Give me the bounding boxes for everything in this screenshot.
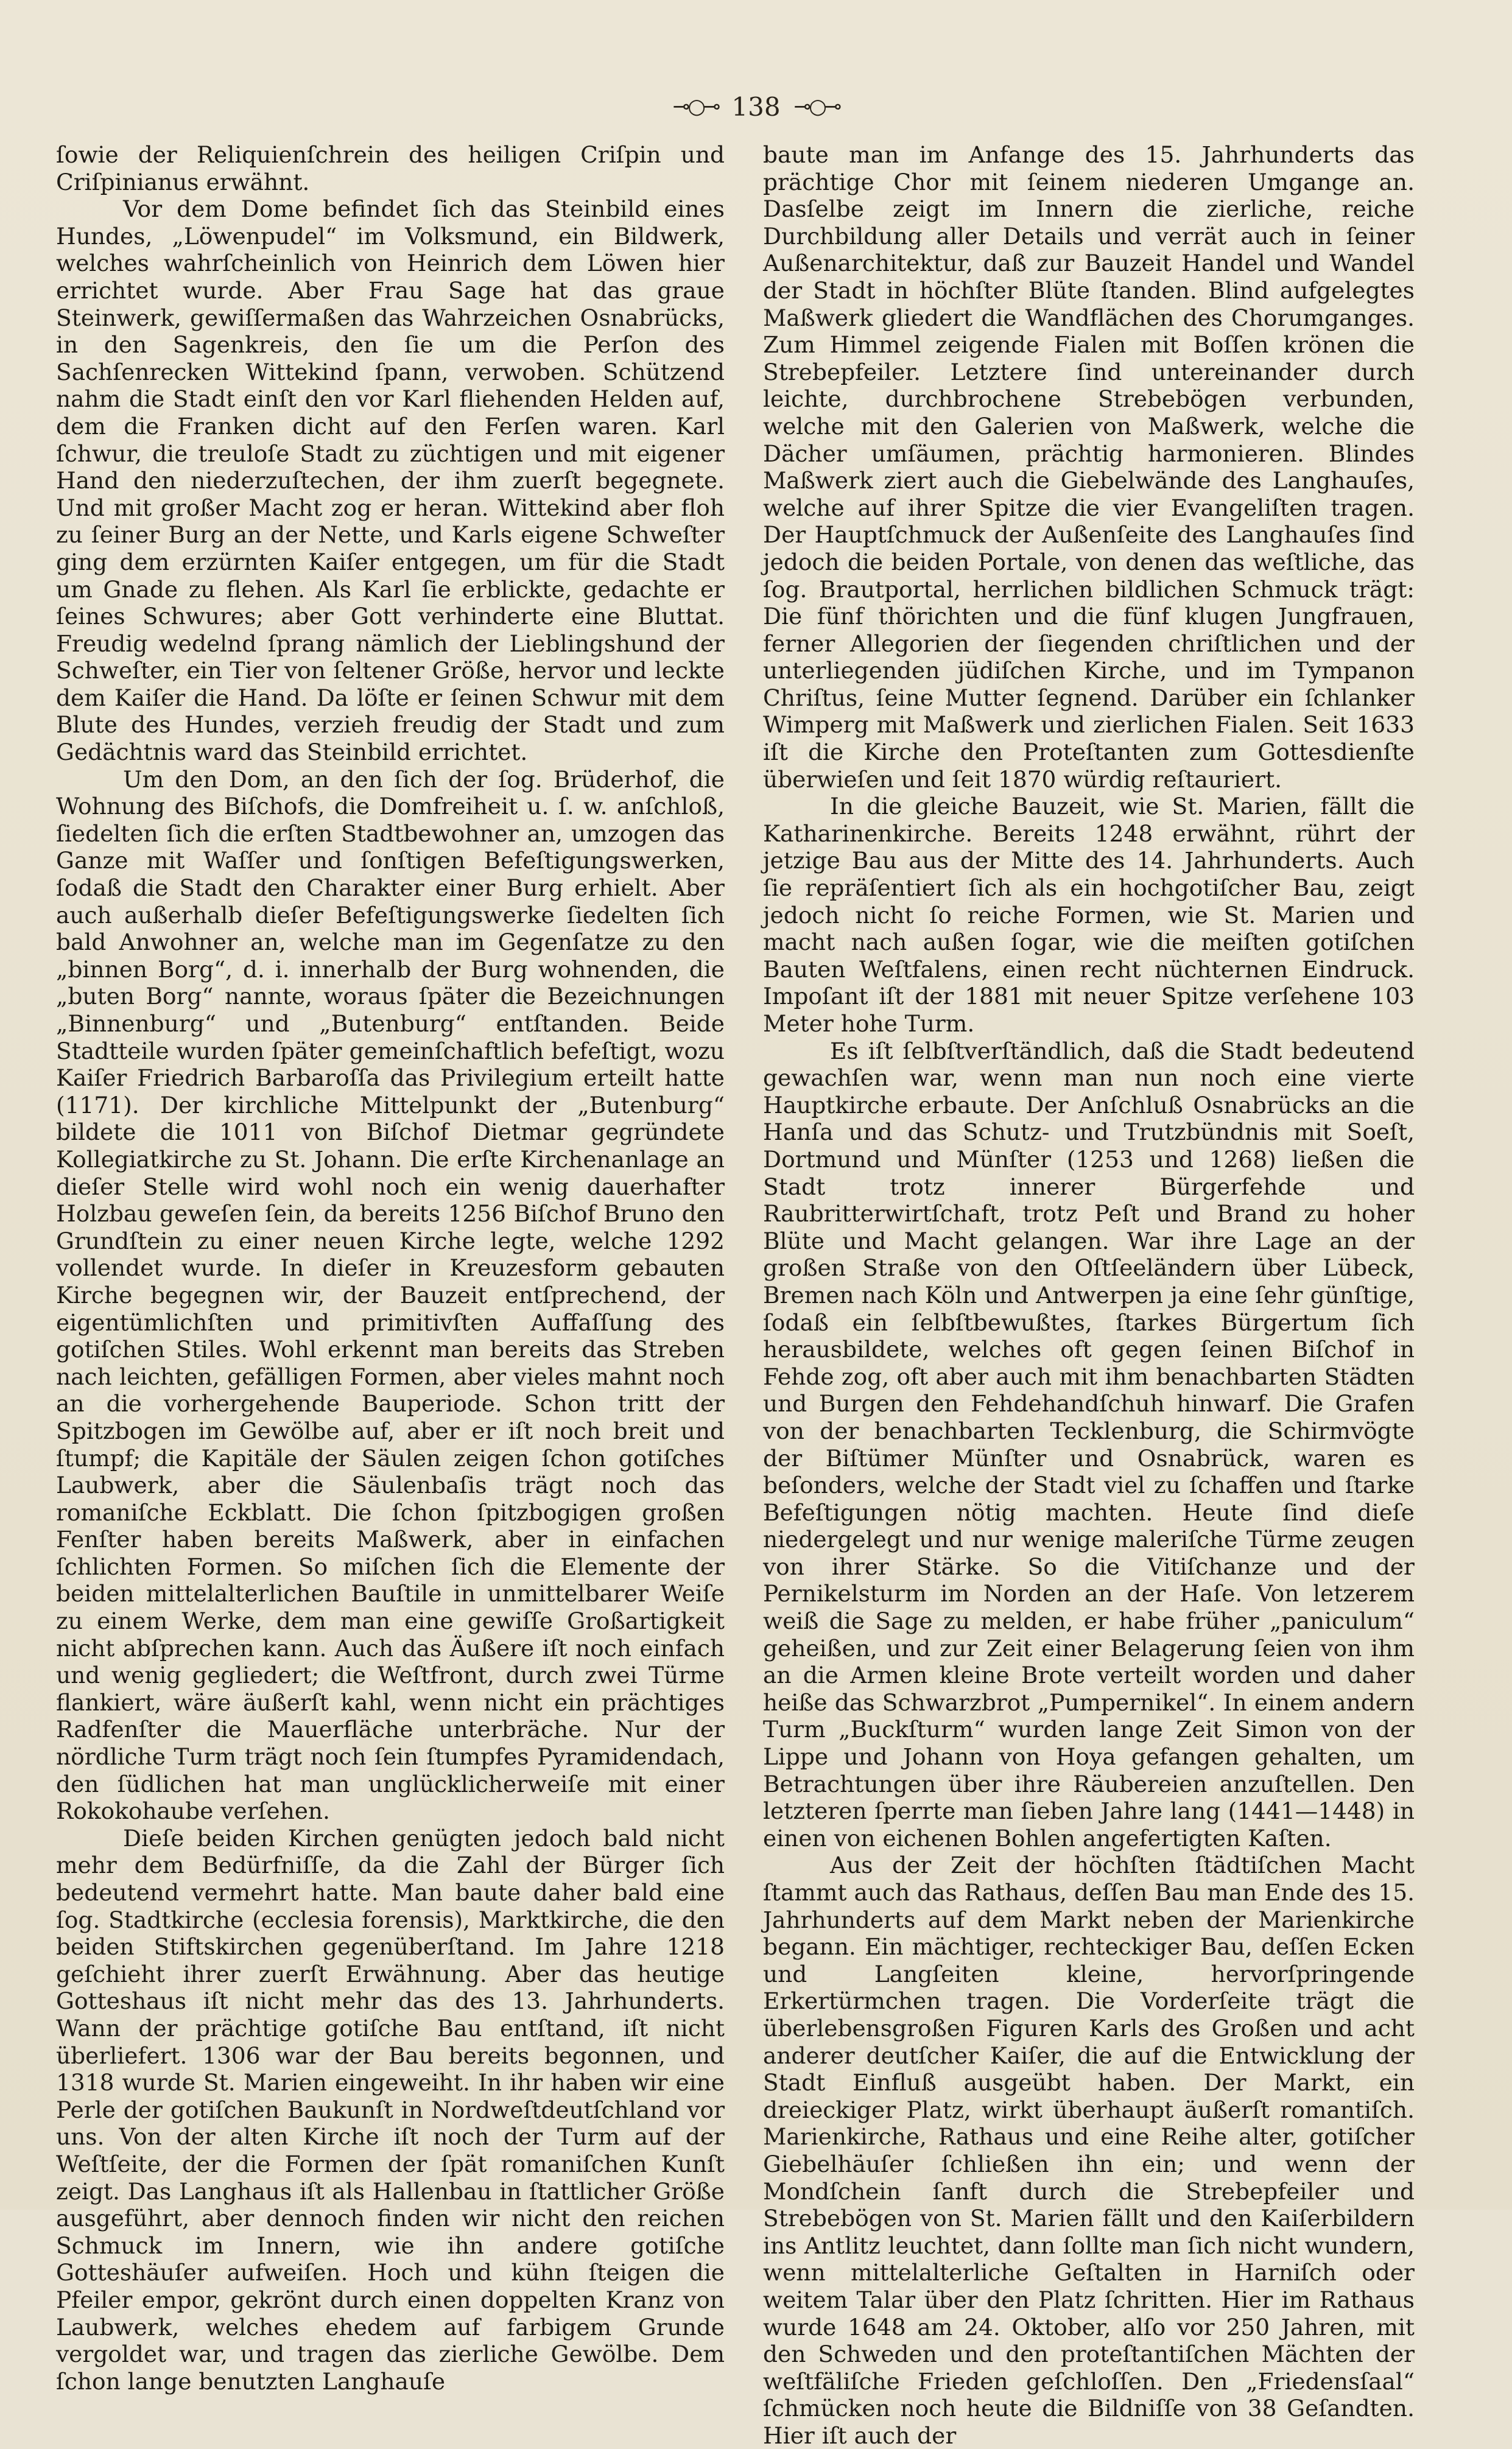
paragraph: Aus der Zeit der höchſten ſtädtiſchen Macht ſtammt auch das Rathaus, deſſen Bau man Ende des 15. Jahrhunderts auf dem Markt neben der Marienkirche begann. Ein mächtiger, rechteckiger Bau, deſſen Ecken und Langſeiten kleine, hervorſpringende Erkertürmchen tragen. Die Vorderſeite trägt die überlebensgroßen Figuren Karls des Großen und acht anderer deutſcher Kaiſer, die auf die Entwicklung der Stadt Einfluß ausgeübt haben. Der Markt, ein dreieckiger Platz, wirkt überhaupt äußerſt romantiſch. Marienkirche, Rathaus und eine Reihe alter, gotiſcher Giebelhäuſer ſchließen ihn ein; und wenn der Mondſchein ſanft durch die Strebepfeiler und Strebebögen von St. Marien fällt und den Kaiſerbildern ins Antlitz leuchtet, dann ſollte man ſich nicht wundern, wenn mittelalterliche Geſtalten in Harniſch oder weitem Talar über den Platz ſchritten. Hier im Rathaus wurde 1648 am 24. Oktober, alſo vor 250 Jahren, mit den Schweden und den proteſtantiſchen Mächten der weſtfäliſche Frieden geſchloſſen. Den „Friedensſaal“ ſchmücken noch heute die Bildniſſe von 38 Geſandten. Hier iſt auch der	[763, 1852, 1415, 2449]
paragraph: ſowie der Reliquienſchrein des heiligen Criſpin und Criſpinianus erwähnt.	[56, 141, 725, 195]
paragraph: Um den Dom, an den ſich der ſog. Brüderhof, die Wohnung des Biſchofs, die Domfreiheit u. ſ. w. anſchloß, ſiedelten ſich die erſten Stadtbewohner an, umzogen das Ganze mit Waſſer und ſonſtigen Befeſtigungswerken, ſodaß die Stadt den Charakter einer Burg erhielt. Aber auch außerhalb dieſer Befeſtigungswerke ſiedelten ſich bald Anwohner an, welche man im Gegenſatze zu den „binnen Borg“, d. i. innerhalb der Burg wohnenden, die „buten Borg“ nannte, woraus ſpäter die Bezeichnungen „Binnenburg“ und „Butenburg“ entſtanden. Beide Stadtteile wurden ſpäter gemeinſchaftlich befeſtigt, wozu Kaiſer Friedrich Barbaroſſa das Privilegium erteilt hatte (1171). Der kirchliche Mittelpunkt der „Butenburg“ bildete die 1011 von Biſchof Dietmar gegründete Kollegiatkirche zu St. Johann. Die erſte Kirchenanlage an dieſer Stelle wird wohl noch ein wenig dauerhafter Holzbau geweſen ſein, da bereits 1256 Biſchof Bruno den Grundſtein zu einer neuen Kirche legte, welche 1292 vollendet wurde. In dieſer in Kreuzesform gebauten Kirche begegnen wir, der Bauzeit entſprechend, der eigentümlichſten und primitivſten Auffaſſung des gotiſchen Stiles. Wohl erkennt man bereits das Streben nach leichten, gefälligen Formen, aber vieles mahnt noch an die vorhergehende Bauperiode. Schon tritt der Spitzbogen im Gewölbe auf, aber er iſt noch breit und ſtumpf; die Kapitäle der Säulen zeigen ſchon gotiſches Laubwerk, aber die Säulenbaſis trägt noch das romaniſche Eckblatt. Die ſchon ſpitzbogigen großen Fenſter haben bereits Maßwerk, aber in einfachen ſchlichten Formen. So miſchen ſich die Elemente der beiden mittelalterlichen Bauſtile in unmittelbarer Weiſe zu einem Werke, dem man eine gewiſſe Großartigkeit nicht abſprechen kann. Auch das Äußere iſt noch einfach und wenig gegliedert; die Weſtfront, durch zwei Türme flankiert, wäre äußerſt kahl, wenn nicht ein prächtiges Radfenſter die Mauerfläche unterbräche. Nur der nördliche Turm trägt noch ſein ſtumpfes Pyramidendach, den ſüdlichen hat man unglücklicherweiſe mit einer Rokokohaube verſehen.	[56, 765, 725, 1825]
left-ornament-icon: ⊸○⊸	[672, 94, 719, 119]
paragraph: baute man im Anfange des 15. Jahrhunderts das prächtige Chor mit ſeinem niederen Umgange an. Dasſelbe zeigt im Innern die zierliche, reiche Durchbildung aller Details und verrät auch in ſeiner Außenarchitektur, daß zur Bauzeit Handel und Wandel der Stadt in höchſter Blüte ſtanden. Blind aufgelegtes Maßwerk gliedert die Wandflächen des Chorumganges. Zum Himmel zeigende Fialen mit Boſſen krönen die Strebepfeiler. Letztere ſind untereinander durch leichte, durchbrochene Strebebögen verbunden, welche mit den Galerien von Maßwerk, welche die Dächer umſäumen, prächtig harmonieren. Blindes Maßwerk ziert auch die Giebelwände des Langhauſes, welche auf ihrer Spitze die vier Evangeliſten tragen. Der Hauptſchmuck der Außenſeite des Langhauſes ſind jedoch die beiden Portale, von denen das weſtliche, das ſog. Brautportal, herrlichen bildlichen Schmuck trägt: Die fünf thörichten und die fünf klugen Jungfrauen, ferner Allegorien der ſiegenden chriſtlichen und der unterliegenden jüdiſchen Kirche, und im Tympanon Chriſtus, ſeine Mutter ſegnend. Darüber ein ſchlanker Wimperg mit Maßwerk und zierlichen Fialen. Seit 1633 iſt die Kirche den Proteſtanten zum Gottesdienſte überwieſen und ſeit 1870 würdig reſtauriert.	[763, 141, 1415, 793]
left-column	[56, 141, 725, 2395]
page-number: 138	[731, 91, 781, 122]
paragraph: Es iſt ſelbſtverſtändlich, daß die Stadt bedeutend gewachſen war, wenn man nun noch eine vierte Hauptkirche erbaute. Der Anſchluß Osnabrücks an die Hanſa und das Schutz- und Trutzbündnis mit Soeſt, Dortmund und Münſter (1253 und 1268) ließen die Stadt trotz innerer Bürgerfehde und Raubritterwirtſchaft, trotz Peſt und Brand zu hoher Blüte und Macht gelangen. War ihre Lage an der großen Straße von den Oſtſeeländern über Lübeck, Bremen nach Köln und Antwerpen ja eine ſehr günſtige, ſodaß ein ſelbſtbewußtes, ſtarkes Bürgertum ſich herausbildete, welches oft gegen ſeinen Biſchof in Fehde zog, oft aber auch mit ihm benachbarten Städten und Burgen den Fehdehandſchuh hinwarf. Die Grafen von der benachbarten Tecklenburg, die Schirmvögte der Biſtümer Münſter und Osnabrück, waren es beſonders, welche der Stadt viel zu ſchaffen und ſtarke Befeſtigungen nötig machten. Heute ſind dieſe niedergelegt und nur wenige maleriſche Türme zeugen von ihrer Stärke. So die Vitiſchanze und der Pernikelsturm im Norden an der Haſe. Von letzerem weiß die Sage zu melden, er habe früher „paniculum“ geheißen, und zur Zeit einer Belagerung ſeien von ihm an die Armen kleine Brote verteilt worden und daher heiße das Schwarzbrot „Pumpernikel“. In einem andern Turm „Buckſturm“ wurden lange Zeit Simon von der Lippe und Johann von Hoya gefangen gehalten, um Betrachtungen über ihre Räubereien anzuſtellen. Den letzteren ſperrte man ſieben Jahre lang (1441—1448) in einen von eichenen Bohlen angefertigten Kaſten.	[763, 1037, 1415, 1852]
paragraph: Vor dem Dome befindet ſich das Steinbild eines Hundes, „Löwenpudel“ im Volksmund, ein Bildwerk, welches wahrſcheinlich von Heinrich dem Löwen hier errichtet wurde. Aber Frau Sage hat das graue Steinwerk, gewiſſermaßen das Wahrzeichen Osnabrücks, in den Sagenkreis, den ſie um die Perſon des Sachſenrecken Wittekind ſpann, verwoben. Schützend nahm die Stadt einſt den vor Karl fliehenden Helden auf, dem die Franken dicht auf den Ferſen waren. Karl ſchwur, die treuloſe Stadt zu züchtigen und mit eigener Hand den niederzuſtechen, der ihm zuerſt begegnete. Und mit großer Macht zog er heran. Wittekind aber floh zu ſeiner Burg an der Nette, und Karls eigene Schweſter ging dem erzürnten Kaiſer entgegen, um für die Stadt um Gnade zu flehen. Als Karl ſie erblickte, gedachte er ſeines Schwures; aber Gott verhinderte eine Bluttat. Freudig wedelnd ſprang nämlich der Lieblingshund der Schweſter, ein Tier von ſeltener Größe, hervor und leckte dem Kaiſer die Hand. Da löſte er ſeinen Schwur mit dem Blute des Hundes, verzieh freudig der Stadt und zum Gedächtnis ward das Steinbild errichtet.	[56, 195, 725, 766]
paragraph: In die gleiche Bauzeit, wie St. Marien, fällt die Katharinenkirche. Bereits 1248 erwähnt, rührt der jetzige Bau aus der Mitte des 14. Jahrhunderts. Auch ſie repräſentiert ſich als ein hochgotiſcher Bau, zeigt jedoch nicht ſo reiche Formen, wie St. Marien und macht nach außen ſogar, wie die meiſten gotiſchen Bauten Weſtfalens, einen recht nüchternen Eindruck. Impoſant iſt der 1881 mit neuer Spitze verſehene 103 Meter hohe Turm.	[763, 793, 1415, 1037]
page-header	[0, 85, 1512, 128]
paragraph: Dieſe beiden Kirchen genügten jedoch bald nicht mehr dem Bedürfniſſe, da die Zahl der Bürger ſich bedeutend vermehrt hatte. Man baute daher bald eine ſog. Stadtkirche (ecclesia forensis), Marktkirche, die den beiden Stiftskirchen gegenüberſtand. Im Jahre 1218 geſchieht ihrer zuerſt Erwähnung. Aber das heutige Gotteshaus iſt nicht mehr das des 13. Jahrhunderts. Wann der prächtige gotiſche Bau entſtand, iſt nicht überliefert. 1306 war der Bau bereits begonnen, und 1318 wurde St. Marien eingeweiht. In ihr haben wir eine Perle der gotiſchen Baukunſt in Nordweſtdeutſchland vor uns. Von der alten Kirche iſt noch der Turm auf der Weſtſeite, der die Formen der ſpät romaniſchen Kunſt zeigt. Das Langhaus iſt als Hallenbau in ſtattlicher Größe ausgeführt, aber dennoch finden wir nicht den reichen Schmuck im Innern, wie ihn andere gotiſche Gotteshäuſer aufweiſen. Hoch und kühn ſteigen die Pfeiler empor, gekrönt durch einen doppelten Kranz von Laubwerk, welches ehedem auf farbigem Grunde vergoldet war, und tragen das zierliche Gewölbe. Dem ſchon lange benutzten Langhauſe	[56, 1824, 725, 2395]
right-column	[763, 141, 1415, 2449]
right-ornament-icon: ⊸○⊸	[793, 94, 840, 119]
